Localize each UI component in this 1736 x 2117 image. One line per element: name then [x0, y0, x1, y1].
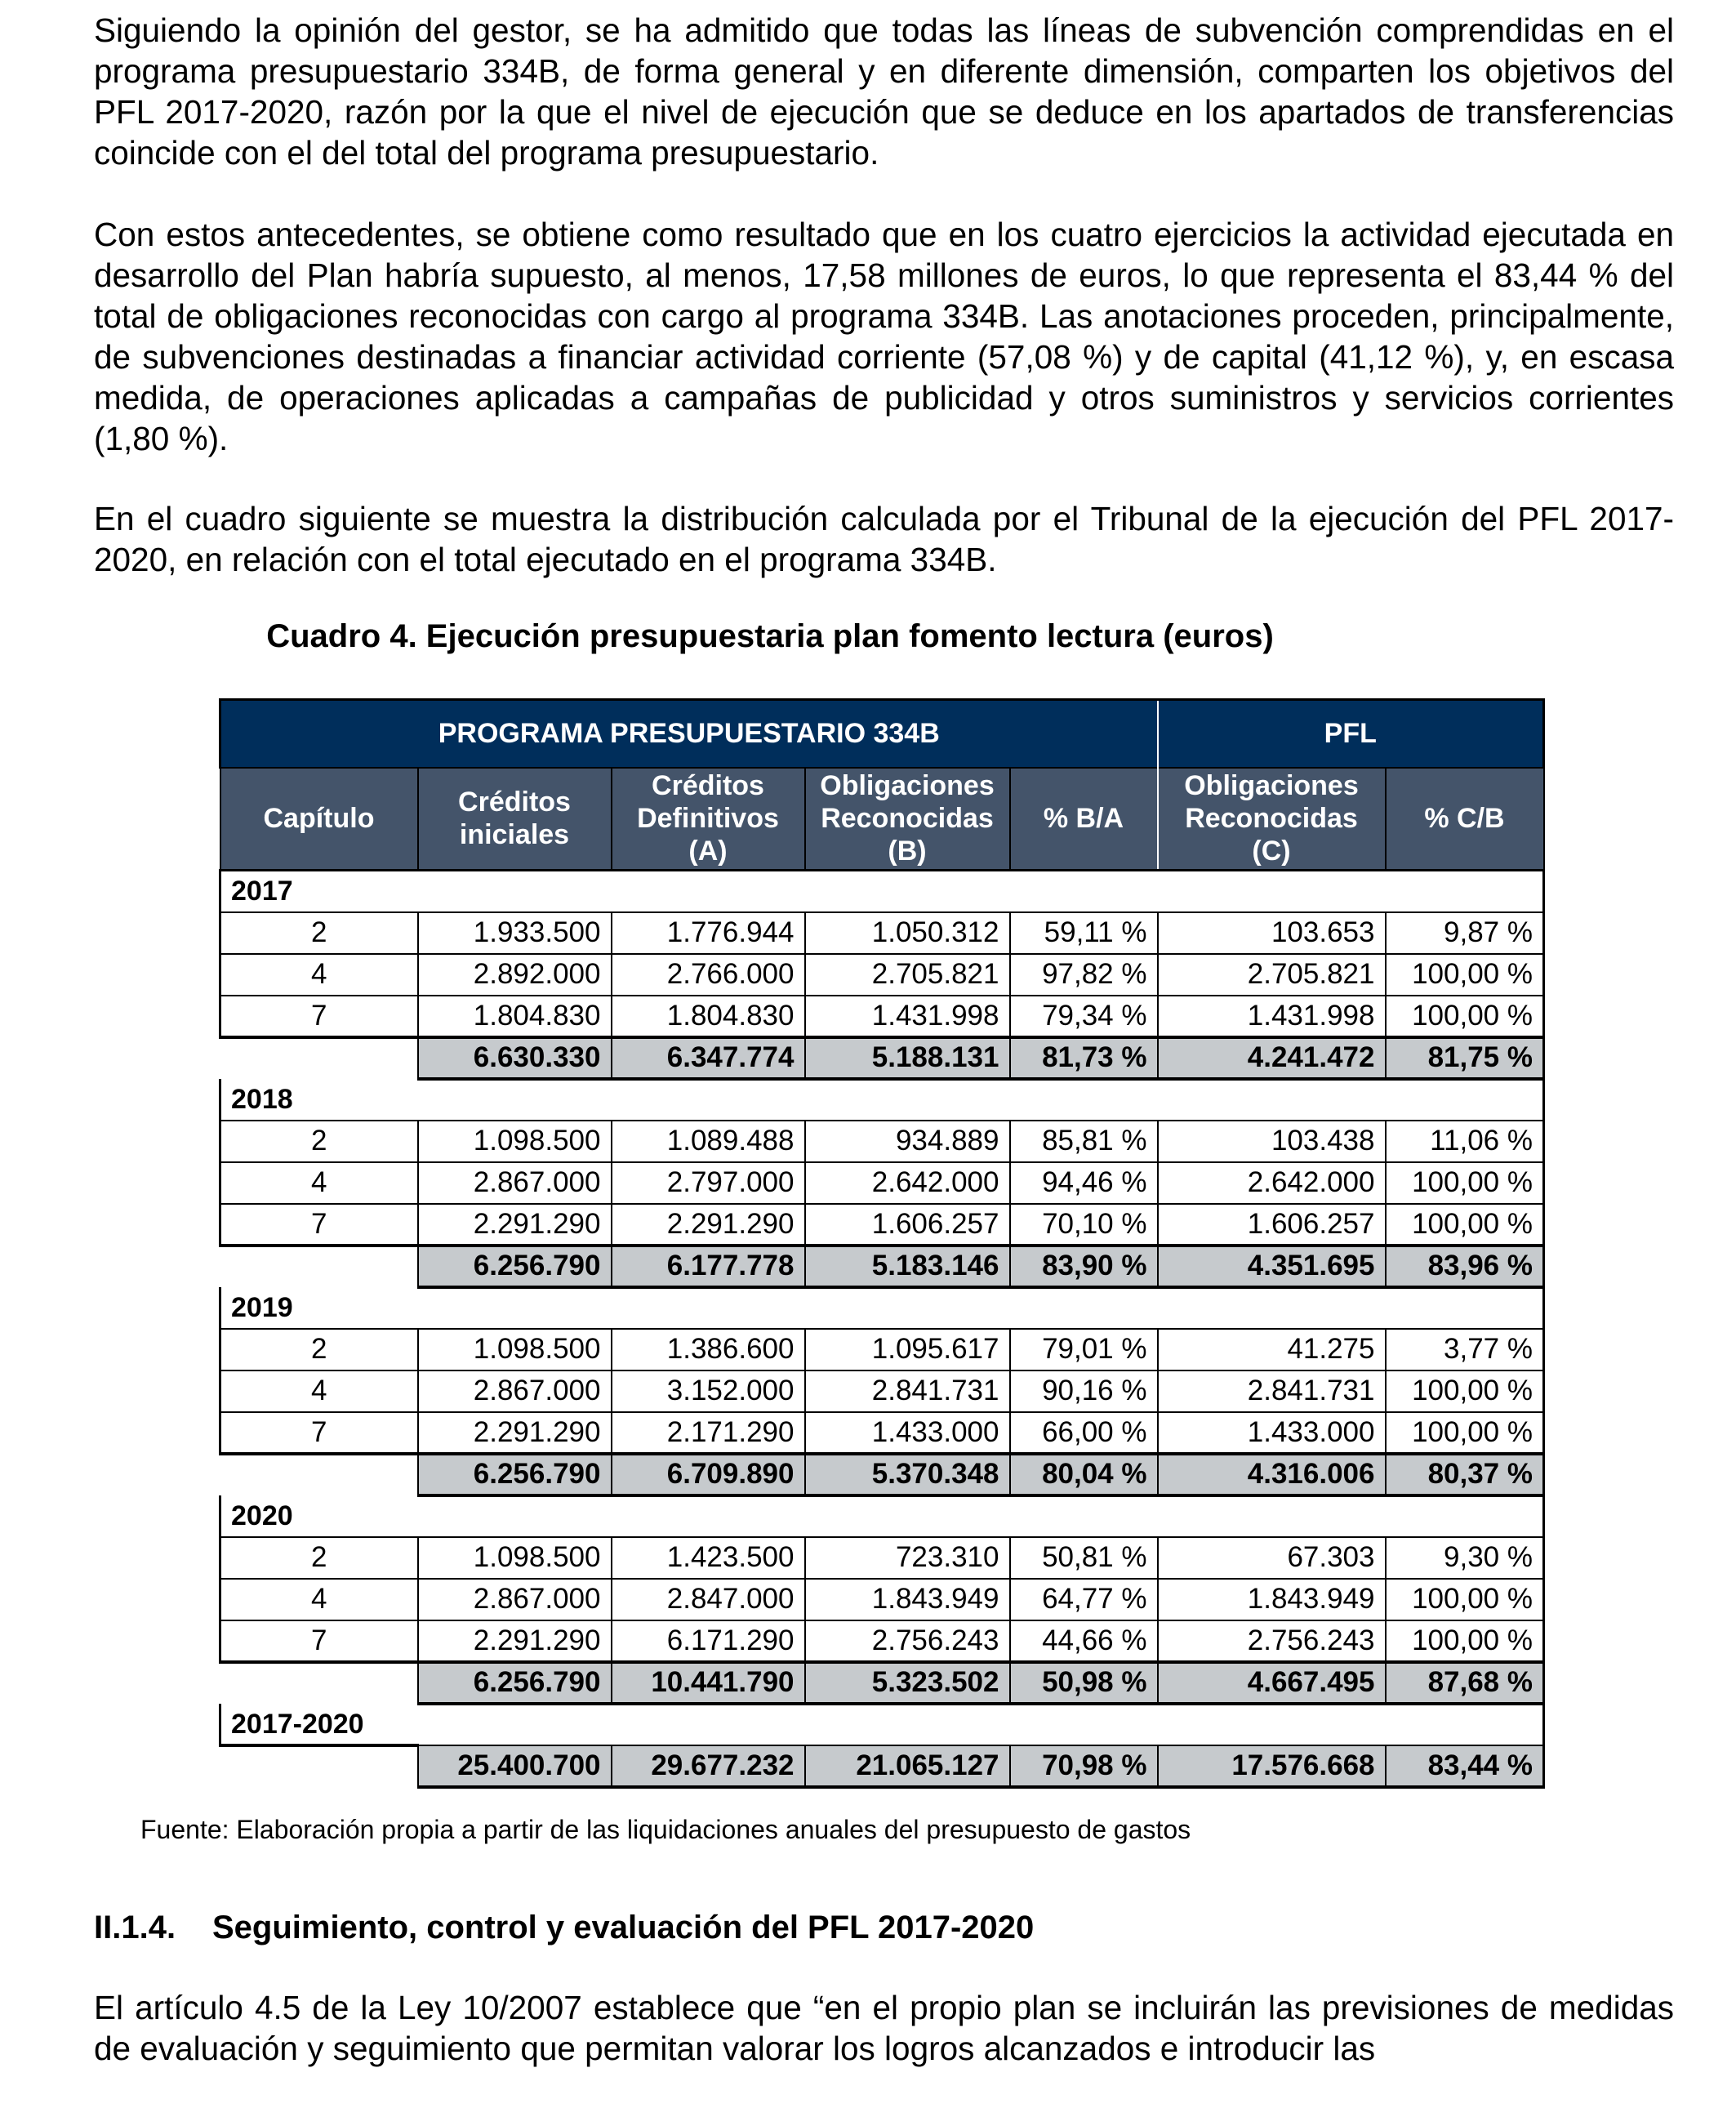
cell-creditos-definitivos: 1.804.830	[612, 996, 805, 1037]
cell-capitulo: 2	[220, 1121, 418, 1162]
column-header-line: % C/B	[1424, 803, 1505, 835]
table-body	[220, 871, 1544, 1787]
table-row	[220, 1121, 1544, 1162]
year-row	[220, 1079, 1544, 1121]
cell-pct-b-a: 66,00 %	[1010, 1412, 1158, 1454]
table-source-note: Fuente: Elaboración propia a partir de las liquidaciones anuales del presupuesto de gastos	[140, 1815, 1191, 1844]
total-creditos-definitivos: 6.177.778	[612, 1246, 805, 1287]
cell-creditos-definitivos: 2.291.290	[612, 1204, 805, 1246]
cell-capitulo: 2	[220, 1329, 418, 1370]
column-header-row	[220, 768, 1544, 871]
cell-obligaciones-reconocidas-c: 41.275	[1158, 1329, 1386, 1370]
group-header-pfl: PFL	[1158, 700, 1544, 768]
cell-capitulo: 7	[220, 996, 418, 1037]
cell-obligaciones-reconocidas-c: 2.841.731	[1158, 1370, 1386, 1412]
total-pct-b-a: 83,90 %	[1010, 1246, 1158, 1287]
table-caption-text: Cuadro 4. Ejecución presupuestaria plan fomento lectura (euros)	[266, 618, 1274, 654]
table-row	[220, 1620, 1544, 1662]
column-header-line: Obligaciones	[820, 770, 995, 802]
total-creditos-definitivos: 10.441.790	[612, 1662, 805, 1704]
column-header-line: Créditos	[458, 787, 571, 818]
column-header-creditos-definitivos	[612, 768, 805, 871]
cell-obligaciones-reconocidas-c: 1.606.257	[1158, 1204, 1386, 1246]
year-label: 2020	[220, 1495, 1544, 1537]
column-header-obligaciones-reconocidas-c	[1158, 768, 1386, 871]
cell-creditos-definitivos: 1.089.488	[612, 1121, 805, 1162]
total-pct-b-a: 80,04 %	[1010, 1454, 1158, 1495]
cell-capitulo: 2	[220, 912, 418, 954]
total-row	[220, 1037, 1544, 1079]
cell-creditos-definitivos: 2.171.290	[612, 1412, 805, 1454]
year-row	[220, 871, 1544, 912]
cell-pct-c-b: 11,06 %	[1386, 1121, 1544, 1162]
cell-creditos-definitivos: 2.847.000	[612, 1579, 805, 1620]
cell-obligaciones-reconocidas-c: 67.303	[1158, 1537, 1386, 1579]
total-obligaciones-reconocidas-b: 21.065.127	[805, 1745, 1010, 1787]
cell-pct-c-b: 9,30 %	[1386, 1537, 1544, 1579]
column-header-line: Créditos	[652, 770, 764, 802]
cell-pct-c-b: 3,77 %	[1386, 1329, 1544, 1370]
cell-creditos-iniciales: 2.867.000	[418, 1370, 612, 1412]
cell-creditos-iniciales: 2.892.000	[418, 954, 612, 996]
total-obligaciones-reconocidas-c: 4.351.695	[1158, 1246, 1386, 1287]
cell-pct-c-b: 100,00 %	[1386, 1162, 1544, 1204]
total-row	[220, 1454, 1544, 1495]
cell-pct-b-a: 97,82 %	[1010, 954, 1158, 996]
total-row	[220, 1662, 1544, 1704]
total-row-spacer	[220, 1454, 418, 1495]
column-header-line: Obligaciones	[1184, 770, 1359, 802]
cell-pct-b-a: 94,46 %	[1010, 1162, 1158, 1204]
table-row	[220, 996, 1544, 1037]
cell-obligaciones-reconocidas-b: 1.431.998	[805, 996, 1010, 1037]
cell-creditos-iniciales: 1.098.500	[418, 1537, 612, 1579]
year-row	[220, 1704, 1544, 1745]
table-row	[220, 1204, 1544, 1246]
cell-obligaciones-reconocidas-b: 2.756.243	[805, 1620, 1010, 1662]
column-header-pct-c-b	[1386, 768, 1544, 871]
column-header-line: (C)	[1252, 836, 1291, 867]
cell-capitulo: 4	[220, 954, 418, 996]
cell-obligaciones-reconocidas-b: 1.606.257	[805, 1204, 1010, 1246]
total-creditos-iniciales: 6.256.790	[418, 1246, 612, 1287]
cell-capitulo: 4	[220, 1370, 418, 1412]
paragraph-table-intro: En el cuadro siguiente se muestra la distribución calculada por el Tribunal de la ejecución del PFL 2017-2020, en relación con el total ejecutado en el programa 334B.	[94, 500, 1674, 578]
year-label: 2017	[220, 871, 1544, 912]
cell-creditos-definitivos: 1.386.600	[612, 1329, 805, 1370]
total-creditos-definitivos: 29.677.232	[612, 1745, 805, 1787]
total-pct-b-a: 81,73 %	[1010, 1037, 1158, 1079]
total-obligaciones-reconocidas-b: 5.370.348	[805, 1454, 1010, 1495]
cell-pct-c-b: 100,00 %	[1386, 1620, 1544, 1662]
cell-pct-b-a: 70,10 %	[1010, 1204, 1158, 1246]
year-row	[220, 1287, 1544, 1329]
total-obligaciones-reconocidas-c: 4.241.472	[1158, 1037, 1386, 1079]
cell-creditos-definitivos: 1.423.500	[612, 1537, 805, 1579]
section-heading	[94, 1910, 1034, 1946]
column-header-line: (B)	[888, 836, 927, 867]
column-header-line: iniciales	[459, 819, 570, 851]
total-pct-c-b: 80,37 %	[1386, 1454, 1544, 1495]
cell-pct-c-b: 100,00 %	[1386, 1412, 1544, 1454]
cell-obligaciones-reconocidas-b: 2.841.731	[805, 1370, 1010, 1412]
cell-obligaciones-reconocidas-c: 2.705.821	[1158, 954, 1386, 996]
cell-creditos-iniciales: 2.291.290	[418, 1204, 612, 1246]
cell-creditos-definitivos: 2.766.000	[612, 954, 805, 996]
cell-creditos-iniciales: 2.291.290	[418, 1620, 612, 1662]
total-obligaciones-reconocidas-c: 17.576.668	[1158, 1745, 1386, 1787]
total-pct-c-b: 81,75 %	[1386, 1037, 1544, 1079]
paragraph-results: Con estos antecedentes, se obtiene como resultado que en los cuatro ejercicios la actividad ejecutada en desarrollo del Plan habría supuesto, al menos, 17,58 millones de euros, lo que representa el 83,44 % del total de obligaciones reconocidas con cargo al programa 334B. Las anotaciones proceden, principalmente, de subvenciones destinadas a financiar actividad corriente (57,08 %) y de capital (41,12 %), y, en escasa medida, de operaciones aplicadas a campañas de publicidad y otros suministros y servicios corrientes (1,80 %).	[94, 216, 1674, 457]
table-row	[220, 954, 1544, 996]
total-row-spacer	[220, 1037, 418, 1079]
cell-creditos-iniciales: 1.098.500	[418, 1329, 612, 1370]
total-obligaciones-reconocidas-b: 5.188.131	[805, 1037, 1010, 1079]
cell-creditos-definitivos: 3.152.000	[612, 1370, 805, 1412]
table-caption	[0, 618, 1540, 655]
cell-creditos-iniciales: 2.291.290	[418, 1412, 612, 1454]
cell-pct-b-a: 85,81 %	[1010, 1121, 1158, 1162]
cell-obligaciones-reconocidas-c: 2.642.000	[1158, 1162, 1386, 1204]
cell-obligaciones-reconocidas-b: 1.050.312	[805, 912, 1010, 954]
cell-obligaciones-reconocidas-c: 2.756.243	[1158, 1620, 1386, 1662]
cell-creditos-definitivos: 2.797.000	[612, 1162, 805, 1204]
cell-obligaciones-reconocidas-c: 1.843.949	[1158, 1579, 1386, 1620]
section-title: Seguimiento, control y evaluación del PFL 2017-2020	[212, 1910, 1035, 1945]
column-header-line: Definitivos	[637, 803, 779, 835]
cell-pct-b-a: 44,66 %	[1010, 1620, 1158, 1662]
cell-capitulo: 2	[220, 1537, 418, 1579]
total-row	[220, 1745, 1544, 1787]
cell-pct-c-b: 100,00 %	[1386, 996, 1544, 1037]
total-obligaciones-reconocidas-b: 5.323.502	[805, 1662, 1010, 1704]
cell-obligaciones-reconocidas-b: 1.095.617	[805, 1329, 1010, 1370]
table-row	[220, 1370, 1544, 1412]
paragraph-intro: Siguiendo la opinión del gestor, se ha admitido que todas las líneas de subvención comprendidas en el programa presupuestario 334B, de forma general y en diferente dimensión, comparten los objetivos del PFL 2017-2020, razón por la que el nivel de ejecución que se deduce en los apartados de transferencias coincide con el del total del programa presupuestario.	[94, 11, 1674, 172]
table-row	[220, 1162, 1544, 1204]
group-header-row	[220, 700, 1544, 768]
total-creditos-definitivos: 6.709.890	[612, 1454, 805, 1495]
total-pct-b-a: 70,98 %	[1010, 1745, 1158, 1787]
column-header-capitulo	[220, 768, 418, 871]
cell-creditos-iniciales: 1.933.500	[418, 912, 612, 954]
table-row	[220, 1412, 1544, 1454]
cell-capitulo: 7	[220, 1620, 418, 1662]
cell-pct-b-a: 59,11 %	[1010, 912, 1158, 954]
cell-obligaciones-reconocidas-b: 934.889	[805, 1121, 1010, 1162]
total-row-spacer	[220, 1246, 418, 1287]
total-creditos-definitivos: 6.347.774	[612, 1037, 805, 1079]
cell-obligaciones-reconocidas-b: 2.642.000	[805, 1162, 1010, 1204]
total-obligaciones-reconocidas-c: 4.316.006	[1158, 1454, 1386, 1495]
cell-capitulo: 7	[220, 1412, 418, 1454]
cell-pct-c-b: 100,00 %	[1386, 1579, 1544, 1620]
cell-pct-b-a: 90,16 %	[1010, 1370, 1158, 1412]
total-pct-c-b: 83,44 %	[1386, 1745, 1544, 1787]
cell-creditos-iniciales: 1.804.830	[418, 996, 612, 1037]
cell-obligaciones-reconocidas-c: 103.438	[1158, 1121, 1386, 1162]
cell-pct-c-b: 100,00 %	[1386, 1204, 1544, 1246]
total-pct-c-b: 87,68 %	[1386, 1662, 1544, 1704]
total-obligaciones-reconocidas-b: 5.183.146	[805, 1246, 1010, 1287]
total-creditos-iniciales: 6.630.330	[418, 1037, 612, 1079]
cell-creditos-definitivos: 1.776.944	[612, 912, 805, 954]
cell-pct-c-b: 100,00 %	[1386, 1370, 1544, 1412]
column-header-creditos-iniciales	[418, 768, 612, 871]
column-header-line: Capítulo	[263, 803, 375, 835]
table-row	[220, 1537, 1544, 1579]
year-label: 2019	[220, 1287, 1544, 1329]
total-creditos-iniciales: 6.256.790	[418, 1662, 612, 1704]
cell-creditos-iniciales: 2.867.000	[418, 1162, 612, 1204]
cell-pct-c-b: 100,00 %	[1386, 954, 1544, 996]
cell-creditos-iniciales: 1.098.500	[418, 1121, 612, 1162]
column-header-line: Reconocidas	[821, 803, 994, 835]
column-header-line: (A)	[688, 836, 728, 867]
table-row	[220, 912, 1544, 954]
total-obligaciones-reconocidas-c: 4.667.495	[1158, 1662, 1386, 1704]
cell-obligaciones-reconocidas-b: 1.433.000	[805, 1412, 1010, 1454]
cell-creditos-definitivos: 6.171.290	[612, 1620, 805, 1662]
total-row	[220, 1246, 1544, 1287]
table-row	[220, 1329, 1544, 1370]
year-row	[220, 1495, 1544, 1537]
cell-pct-b-a: 79,01 %	[1010, 1329, 1158, 1370]
cell-obligaciones-reconocidas-b: 723.310	[805, 1537, 1010, 1579]
cell-capitulo: 7	[220, 1204, 418, 1246]
column-header-line: Reconocidas	[1185, 803, 1358, 835]
group-header-programa: PROGRAMA PRESUPUESTARIO 334B	[220, 700, 1158, 768]
column-header-line: % B/A	[1043, 803, 1124, 835]
table-row	[220, 1579, 1544, 1620]
cell-obligaciones-reconocidas-b: 2.705.821	[805, 954, 1010, 996]
total-row-spacer	[220, 1662, 418, 1704]
cell-obligaciones-reconocidas-c: 1.433.000	[1158, 1412, 1386, 1454]
cell-creditos-iniciales: 2.867.000	[418, 1579, 612, 1620]
cell-pct-c-b: 9,87 %	[1386, 912, 1544, 954]
total-creditos-iniciales: 25.400.700	[418, 1745, 612, 1787]
total-pct-b-a: 50,98 %	[1010, 1662, 1158, 1704]
section-number: II.1.4.	[94, 1910, 176, 1945]
cell-pct-b-a: 64,77 %	[1010, 1579, 1158, 1620]
budget-execution-table	[219, 698, 1545, 1789]
column-header-pct-b-a	[1010, 768, 1158, 871]
column-header-obligaciones-reconocidas-b	[805, 768, 1010, 871]
year-label: 2017-2020	[220, 1704, 1544, 1745]
cell-capitulo: 4	[220, 1579, 418, 1620]
total-creditos-iniciales: 6.256.790	[418, 1454, 612, 1495]
total-row-spacer	[220, 1745, 418, 1787]
total-pct-c-b: 83,96 %	[1386, 1246, 1544, 1287]
cell-obligaciones-reconocidas-c: 103.653	[1158, 912, 1386, 954]
year-label: 2018	[220, 1079, 1544, 1121]
cell-obligaciones-reconocidas-b: 1.843.949	[805, 1579, 1010, 1620]
cell-pct-b-a: 50,81 %	[1010, 1537, 1158, 1579]
cell-pct-b-a: 79,34 %	[1010, 996, 1158, 1037]
cell-obligaciones-reconocidas-c: 1.431.998	[1158, 996, 1386, 1037]
paragraph-article: El artículo 4.5 de la Ley 10/2007 establece que “en el propio plan se incluirán las previsiones de medidas de evaluación y seguimiento que permitan valorar los logros alcanzados e introducir las	[94, 1989, 1674, 2067]
cell-capitulo: 4	[220, 1162, 418, 1204]
